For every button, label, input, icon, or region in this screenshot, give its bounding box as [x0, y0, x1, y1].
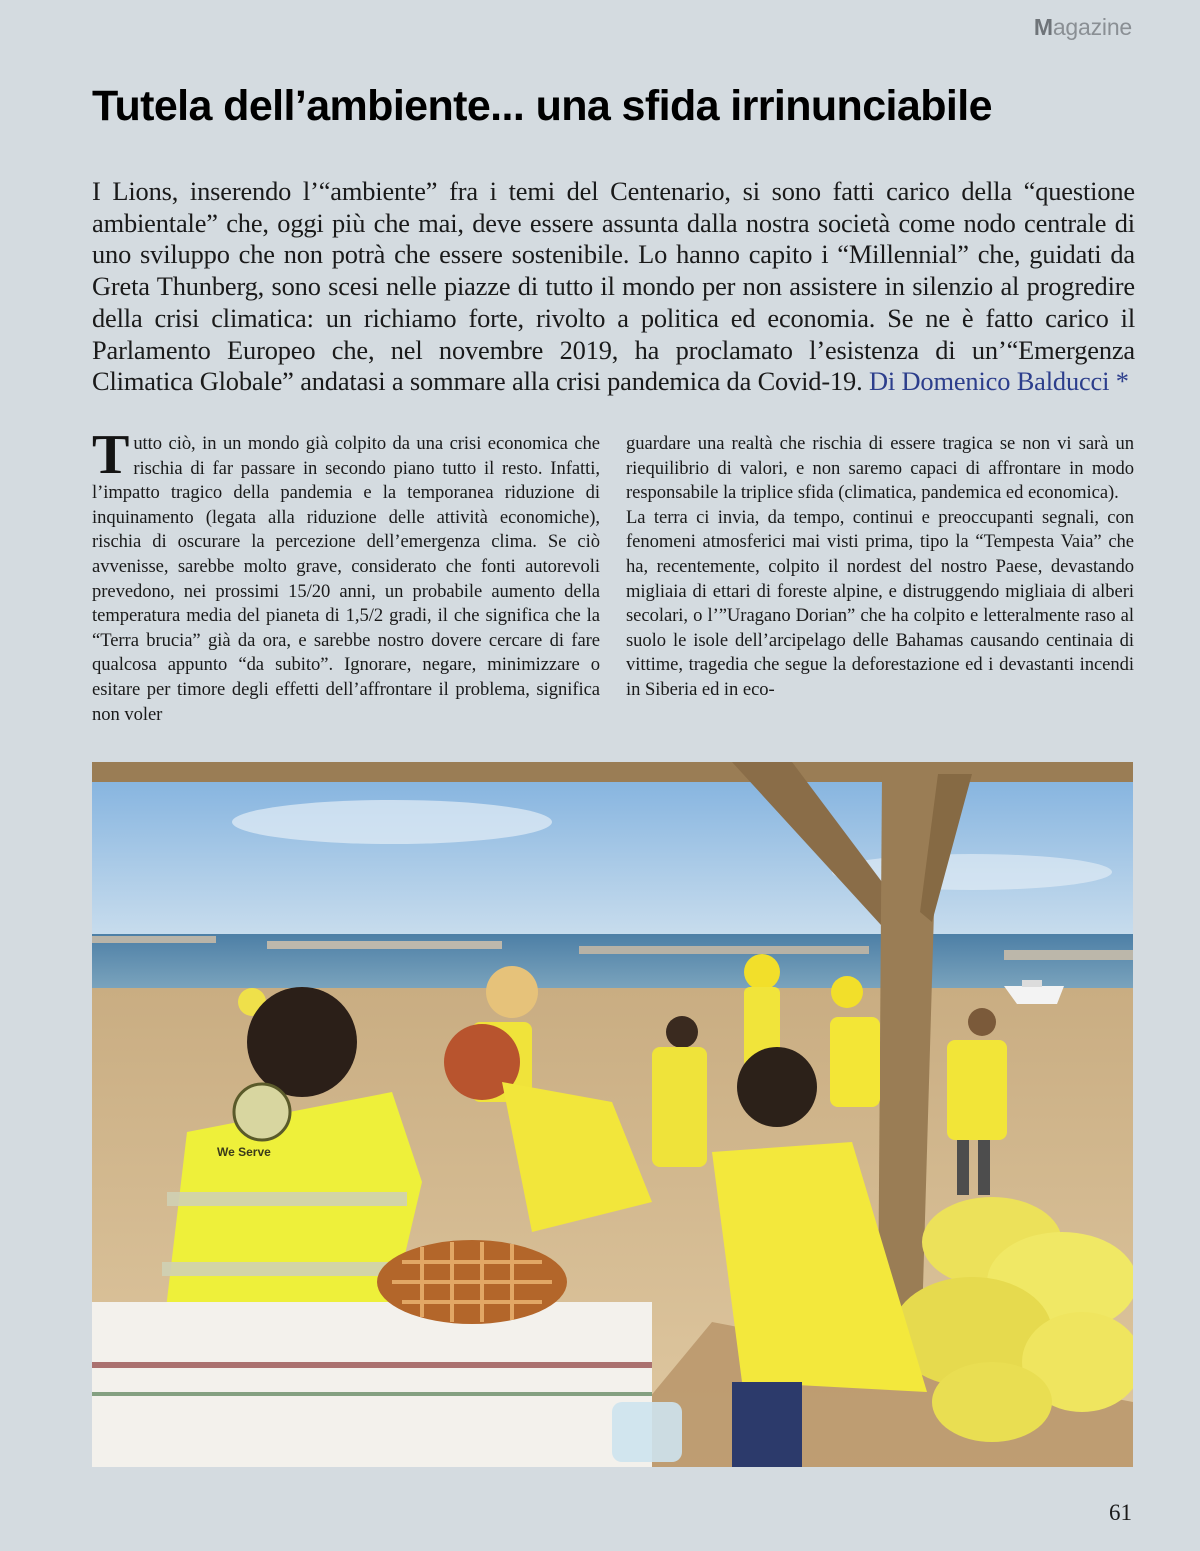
body-column-left	[92, 424, 600, 727]
beach-cleanup-photo	[92, 762, 1133, 1467]
lead-text: I Lions, inserendo l’“ambiente” fra i temi del Centenario, si sono fatti carico della “questione ambientale” che, oggi più che mai, deve essere assunta dalla nostra società come nodo centrale di uno sviluppo che non potrà che essere sostenibile. Lo hanno capito i “Millennial” che, guidati da Greta Thunberg, sono scesi nelle piazze di tutto il mondo per non assistere in silenzio al progredire della crisi climatica: un richiamo forte, rivolto a politica ed economia. Se ne è fatto carico il Parlamento Europeo che, nel novembre 2019, ha proclamato l’esistenza di un’“Emergenza Climatica Globale” andatasi a sommare alla crisi pandemica da Covid-19.	[92, 176, 1135, 397]
body-paragraph: guardare una realtà che rischia di essere tragica se non vi sarà un riequilibrio di valori, e non saremo capaci di affrontare in modo responsabile la triplice sfida (climatica, pandemica ed economica).	[626, 433, 1134, 504]
article-title: Tutela dell’ambiente... una sfida irrinunciabile	[92, 82, 992, 130]
body-paragraph	[92, 424, 600, 727]
sky	[92, 762, 1133, 934]
wooden-beam	[92, 762, 1133, 782]
body-text: utto ciò, in un mondo già colpito da una crisi economica che rischia di far passare in secondo piano tutto il resto. Infatti, l’impatto tragico della pandemia e la temporanea riduzione di inquinamento (legata alla riduzione delle attività economiche), rischia di oscurare la percezione dell’emergenza clima. Se ciò avvenisse, sarebbe molto grave, considerato che fonti autorevoli prevedono, nei prossimi 15/20 anni, un probabile aumento della temperatura media del pianeta di 1,5/2 gradi, il che significa che la “Terra brucia” già da ora, e sarebbe nostro dovere cercare di fare qualcosa appunto “da subito”. Ignorare, negare, minimizzare o esitare per timore degli effetti dell’affrontare il problema, significa non voler	[92, 433, 600, 725]
article-photo	[92, 762, 1133, 1467]
drop-cap: T	[92, 424, 130, 486]
section-label	[1034, 14, 1132, 41]
sea	[92, 934, 1133, 994]
vest-label: We Serve	[217, 1145, 271, 1159]
article-author: Di Domenico Balducci *	[868, 366, 1129, 397]
page-number: 61	[1109, 1500, 1132, 1525]
section-label-rest: agazine	[1052, 14, 1132, 40]
section-label-initial: M	[1033, 14, 1053, 40]
article-lead	[92, 176, 1135, 398]
body-paragraph: La terra ci invia, da tempo, continui e preoccupanti segnali, con fenomeni atmosferici mai visti prima, tipo la “Tempesta Vaia” che ha, recentemente, colpito il nordest del nostro Paese, devastando migliaia di ettari di foreste alpine, e distruggendo migliaia di alberi secolari, o l’”Uragano Dorian” che ha colpito e letteralmente raso al suolo le isole dell’arcipelago delle Bahamas causando centinaia di vittime, tragedia che segue la deforestazione ed i devastanti incendi in Siberia ed in eco-	[626, 506, 1134, 700]
body-column-right	[626, 432, 1134, 703]
